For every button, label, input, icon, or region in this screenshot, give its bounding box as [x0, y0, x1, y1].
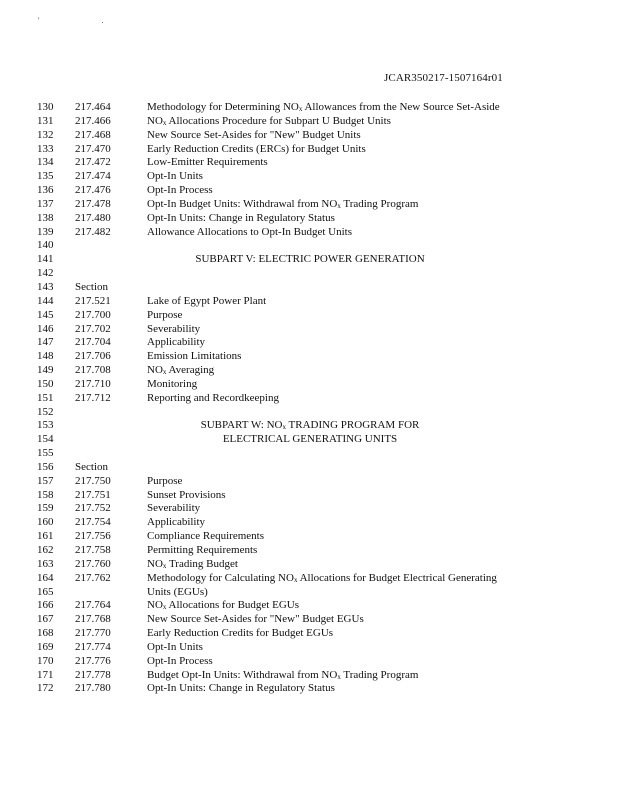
line-number: 140: [37, 239, 54, 252]
line-number: 139: [37, 225, 54, 238]
section-number: 217.466: [75, 114, 111, 127]
section-number: 217.482: [75, 225, 111, 238]
line-number: 135: [37, 170, 54, 183]
section-title: Severability: [147, 322, 201, 335]
section-number: 217.760: [75, 557, 111, 570]
line-number: 151: [37, 391, 54, 404]
document-line: [0, 115, 618, 129]
line-number: 130: [37, 101, 54, 113]
line-number: 164: [37, 571, 54, 584]
document-line: [0, 184, 618, 198]
section-title: Compliance Requirements: [147, 530, 264, 543]
line-number: 161: [37, 530, 54, 543]
line-number: 168: [37, 627, 54, 640]
line-number: 155: [37, 447, 54, 460]
document-line: [0, 378, 618, 392]
section-title: Permitting Requirements: [147, 544, 258, 556]
line-number: 142: [37, 267, 54, 280]
line-number: 146: [37, 322, 54, 335]
section-number: Section: [75, 280, 108, 293]
section-number: 217.702: [75, 322, 111, 335]
section-number: 217.778: [75, 668, 111, 681]
section-number: 217.774: [75, 640, 111, 653]
section-title: Opt-In Units: Change in Regulatory Status: [147, 682, 335, 695]
section-number: 217.770: [75, 627, 111, 640]
line-number: 154: [37, 433, 54, 446]
section-number: 217.768: [75, 613, 111, 626]
section-title: Opt-In Process: [147, 654, 213, 667]
line-number: 158: [37, 488, 54, 501]
line-number: 132: [37, 128, 54, 141]
document-line: [0, 336, 618, 350]
document-line: [0, 253, 618, 267]
section-title: $NO_x$ Allocations for Budget EGUs: [147, 599, 299, 612]
section-title: Purpose: [147, 474, 183, 487]
section-title: $NO_x$ Trading Budget: [147, 557, 238, 570]
document-line: [0, 143, 618, 157]
document-line: [0, 198, 618, 212]
section-number: 217.780: [75, 682, 111, 695]
section-number: 217.464: [75, 101, 111, 113]
line-number: 156: [37, 460, 54, 473]
document-line: [0, 239, 618, 253]
section-title: Early Reduction Credits for Budget EGUs: [147, 627, 334, 640]
document-line: [0, 599, 618, 613]
document-line: [0, 475, 618, 489]
section-title: New Source Set-Asides for "New" Budget Units: [147, 128, 361, 141]
line-number: 165: [37, 585, 54, 598]
line-number: 166: [37, 599, 54, 612]
document-line: [0, 406, 618, 420]
section-number: 217.468: [75, 128, 111, 141]
section-title: Allowance Allocations to Opt-In Budget Units: [147, 225, 352, 238]
corner-marks: ' .: [38, 16, 134, 25]
section-title: Opt-In Budget Units: Withdrawal from $NO_x$ Trading Program: [147, 197, 419, 210]
line-number: 141: [37, 253, 54, 266]
section-number: 217.752: [75, 502, 111, 515]
section-number: 217.472: [75, 156, 111, 169]
section-number: 217.712: [75, 391, 111, 404]
document-line: [0, 309, 618, 323]
line-number: 134: [37, 156, 54, 169]
line-number: 148: [37, 350, 54, 363]
section-number: Section: [75, 460, 108, 473]
document-line: [0, 516, 618, 530]
document-line: [0, 461, 618, 475]
line-number: 137: [37, 197, 54, 210]
section-number: 217.708: [75, 364, 111, 377]
section-number: 217.521: [75, 294, 111, 307]
document-line: [0, 364, 618, 378]
document-line: [0, 613, 618, 627]
document-line: [0, 489, 618, 503]
section-title: Opt-In Units: [147, 640, 203, 653]
document-line: [0, 558, 618, 572]
document-line: [0, 641, 618, 655]
document-line: [0, 295, 618, 309]
section-title: Applicability: [147, 336, 206, 349]
section-number: 217.476: [75, 184, 111, 197]
line-number: 147: [37, 336, 54, 349]
section-title: Opt-In Process: [147, 184, 213, 197]
subpart-heading: ELECTRICAL GENERATING UNITS: [222, 433, 398, 446]
document-body: [0, 101, 618, 696]
document-line: [0, 392, 618, 406]
document-line: [0, 502, 618, 516]
section-number: 217.478: [75, 197, 111, 210]
section-title: Sunset Provisions: [147, 488, 226, 501]
document-line: [0, 682, 618, 696]
section-title: Opt-In Units: [147, 170, 203, 183]
section-number: 217.751: [75, 488, 111, 501]
document-id: JCAR350217-1507164r01: [384, 72, 503, 84]
document-line: [0, 433, 618, 447]
section-number: 217.470: [75, 142, 111, 155]
subpart-heading: SUBPART W: $NO_x$ TRADING PROGRAM FOR: [200, 419, 420, 432]
line-number: 163: [37, 557, 54, 570]
document-line: [0, 627, 618, 641]
line-number: 172: [37, 682, 54, 695]
line-number: 144: [37, 294, 54, 307]
section-title: Methodology for Calculating $NO_x$ Allocations for Budget Electrical Generating: [147, 571, 497, 584]
section-number: 217.706: [75, 350, 111, 363]
section-number: 217.754: [75, 516, 111, 529]
section-title: Lake of Egypt Power Plant: [147, 294, 267, 307]
section-number: 217.776: [75, 654, 111, 667]
section-title: Monitoring: [147, 377, 198, 390]
line-number: 171: [37, 668, 54, 681]
document-line: [0, 281, 618, 295]
document-line: [0, 586, 618, 600]
section-title: Purpose: [147, 308, 183, 321]
section-number: 217.762: [75, 571, 111, 584]
section-title: $NO_x$ Averaging: [147, 364, 215, 377]
section-number: 217.480: [75, 211, 111, 224]
document-line: [0, 572, 618, 586]
line-number: 145: [37, 308, 54, 321]
line-number: 152: [37, 405, 54, 418]
line-number: 157: [37, 474, 54, 487]
section-number: 217.700: [75, 308, 111, 321]
line-number: 167: [37, 613, 54, 626]
section-title: Low-Emitter Requirements: [147, 156, 268, 169]
document-line: [0, 323, 618, 337]
document-line: [0, 419, 618, 433]
line-number: 159: [37, 502, 54, 515]
section-title: Opt-In Units: Change in Regulatory Status: [147, 211, 335, 224]
document-line: [0, 350, 618, 364]
section-number: 217.710: [75, 377, 111, 390]
line-number: 162: [37, 544, 54, 556]
section-title: Methodology for Determining $NO_x$ Allowances from the New Source Set-Aside: [147, 101, 500, 113]
document-line: [0, 101, 618, 115]
line-number: 160: [37, 516, 54, 529]
document-line: [0, 212, 618, 226]
line-number: 149: [37, 364, 54, 377]
line-number: 169: [37, 640, 54, 653]
subpart-heading: SUBPART V: ELECTRIC POWER GENERATION: [195, 253, 425, 266]
section-number: 217.474: [75, 170, 111, 183]
section-number: 217.756: [75, 530, 111, 543]
document-line: [0, 267, 618, 281]
document-line: [0, 655, 618, 669]
document-line: [0, 226, 618, 240]
document-line: [0, 544, 618, 558]
line-number: 138: [37, 211, 54, 224]
section-title: $NO_x$ Allocations Procedure for Subpart U Budget Units: [147, 114, 391, 127]
section-title: Early Reduction Credits (ERCs) for Budget Units: [147, 142, 366, 155]
document-line: [0, 156, 618, 170]
line-number: 131: [37, 114, 54, 127]
section-title: Units (EGUs): [147, 585, 208, 598]
line-number: 136: [37, 184, 54, 197]
document-line: [0, 530, 618, 544]
line-number: 153: [37, 419, 54, 432]
section-title: Emission Limitations: [147, 350, 242, 363]
section-number: 217.750: [75, 474, 111, 487]
section-title: Severability: [147, 502, 201, 515]
section-title: New Source Set-Asides for "New" Budget EGUs: [147, 613, 364, 626]
section-number: 217.764: [75, 599, 111, 612]
line-number: 133: [37, 142, 54, 155]
section-title: Budget Opt-In Units: Withdrawal from $NO_x$ Trading Program: [147, 668, 419, 681]
section-number: 217.704: [75, 336, 111, 349]
section-number: 217.758: [75, 544, 111, 556]
section-title: Applicability: [147, 516, 206, 529]
document-line: [0, 170, 618, 184]
line-number: 150: [37, 377, 54, 390]
line-number: 170: [37, 654, 54, 667]
line-number: 143: [37, 280, 54, 293]
document-line: [0, 669, 618, 683]
document-line: [0, 129, 618, 143]
section-title: Reporting and Recordkeeping: [147, 391, 279, 404]
document-line: [0, 447, 618, 461]
